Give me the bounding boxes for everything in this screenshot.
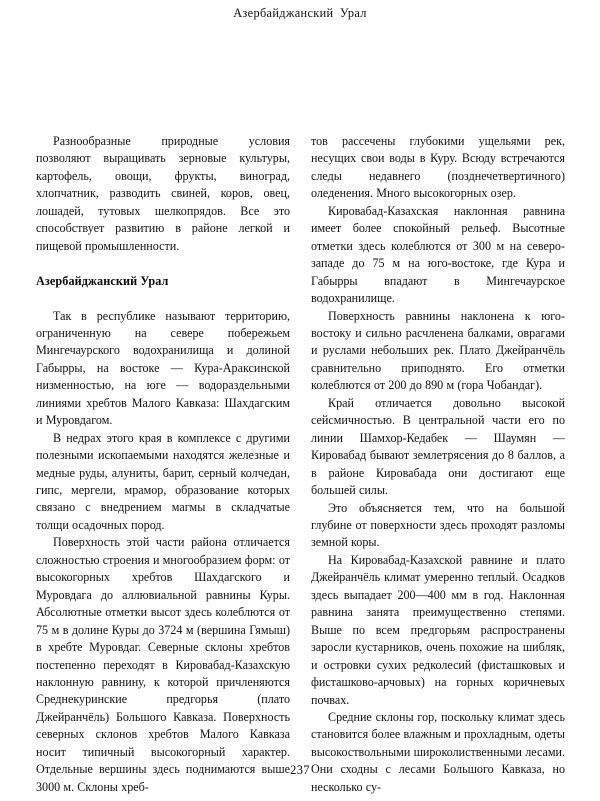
section-heading-azerbaijan-ural: Азербайджанский Урал (36, 273, 169, 288)
paragraph-gorges-glaciation: тов рассечены глубокими ущельями рек, несущих свои воды в Куру. Всюду встречаются следы недавнего (позднечетвертичного) оледенения. Много высокогорных озер. (311, 134, 565, 201)
paragraph-climate-vegetation: На Кировабад-Казахской равнине и плато Джейранчёль климат умеренно теплый. Осадков здесь выпадает 200—400 мм в год. Наклонная равнина занята преимущественно степями. Выше по всем предгорьям распространены заросли кустарников, очень похожие на шибляк, и островки сухих редколесий (фисташковых и фисташково-арчовых) на горных коричневых почвах. (311, 552, 565, 707)
heading-spacer-above (36, 255, 290, 272)
heading-spacer-below (36, 290, 290, 307)
paragraph-kirovabad-plain: Кировабад-Казахская наклонная равнина имеет более спокойный рельеф. Высотные отметки здесь колеблются от 300 м на северо-западе до 75 м на юго-востоке, где Кура и Габырры впадают в Мингечаурское водохранилище. (311, 203, 565, 306)
right-column (311, 133, 565, 796)
paragraph-plain-dissection: Поверхность равнины наклонена к юго-востоку и сильно расчленена балками, оврагами и руслами небольших рек. Плато Джейранчёль сравнительно приподнято. Его отметки колеблются от 200 до 890 м (гора Чобандаг). (311, 308, 565, 393)
left-column (36, 133, 290, 796)
paragraph-relief-elevations: Поверхность этой части района отличается сложностью строения и многообразием форм: от высокогорных хребтов Шахдагского и Муровдага до аллювиальной равнины Куры. Абсолютные отметки высот здесь колеблются от 75 м в долине Куры до 3724 м (вершина Гямыш) в хребте Муровдаг. Северные склоны хребтов постепенно переходят в Кировабад-Казахскую наклонную равнину, к которой причленяются Среднекуринские предгорья (плато Джейранчёль) Большого Кавказа. Поверхность северных склонов хребтов Малого Кавказа носит типичный высокогорный характер. Отдельные вершины здесь поднимаются выше 3000 м. Склоны хреб- (36, 535, 290, 794)
page-number: 237 (290, 763, 310, 777)
paragraph-mountain-forests: Средние склоны гор, поскольку климат здесь становится более влажным и прохладным, одеты высокоствольными широколиственными лесами. Они сходны с лесами Большого Кавказа, но несколько су- (311, 709, 565, 794)
paragraph-minerals: В недрах этого края в комплексе с другими полезными ископаемыми находятся железные и медные руды, алуниты, барит, серный колчедан, гипс, мергели, мрамор, образование которых связано с внедрением магмы в складчатые толщи осадочных пород. (36, 430, 290, 532)
paragraph-agriculture: Разнообразные природные условия позволяют выращивать зерновые культуры, картофель, овощи, фрукты, виноград, хлопчатник, разводить свиней, коров, овец, лошадей, тутовых шелкопрядов. Все это способствует развитию в районе легкой и пищевой промышленности. (36, 134, 290, 253)
running-head: Азербайджанский Урал (233, 6, 367, 20)
paragraph-territory-boundaries: Так в республике называют территорию, ограниченную на севере побережьем Мингечаурского водохранилища и долиной Габырры, на востоке — Кура-Араксинской низменностью, на юге — водораздельными линиями хребтов Малого Кавказа: Шахдагским и Муровдагом. (36, 308, 290, 428)
paragraph-seismicity: Край отличается довольно высокой сейсмичностью. В центральной части его по линии Шамхор-Кедабек — Шаумян — Кировабад бывают землетрясения до 8 баллов, а в районе Кировабада они достигают еще большей силы. (311, 395, 565, 498)
paragraph-faults-explanation: Это объясняется тем, что на большой глубине от поверхности здесь проходят разломы земной коры. (311, 500, 565, 550)
